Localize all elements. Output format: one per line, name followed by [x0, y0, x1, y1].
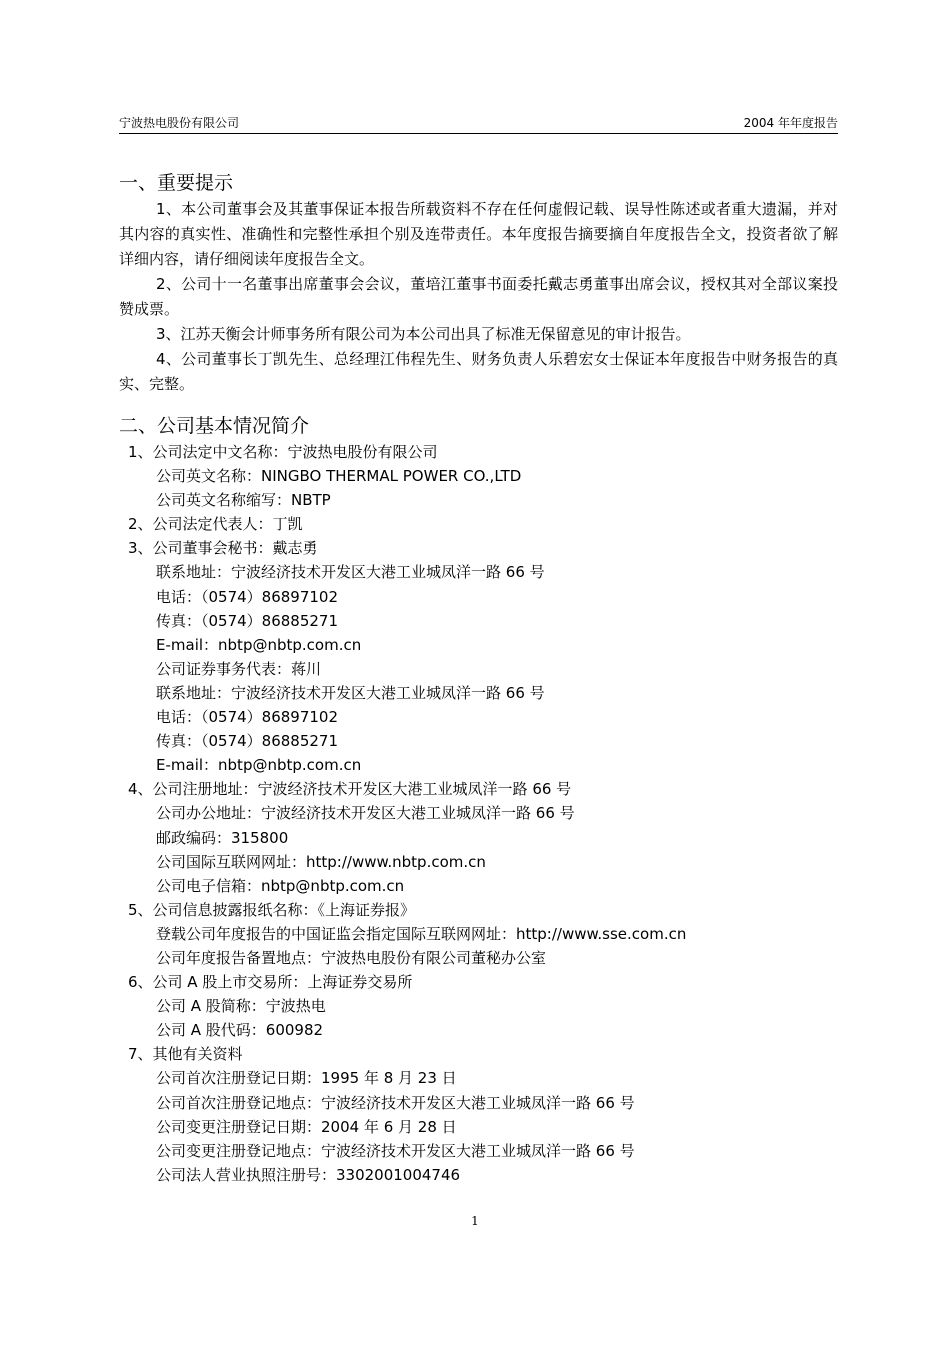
page-header — [119, 113, 838, 134]
section-title-important-notice: 一、重要提示 — [119, 172, 234, 194]
profile-line: 公司英文名称缩写：NBTP — [156, 491, 331, 510]
profile-line: 1、公司法定中文名称：宁波热电股份有限公司 — [128, 443, 438, 461]
profile-line: 联系地址：宁波经济技术开发区大港工业城凤洋一路 66 号 — [156, 683, 545, 702]
notice-paragraph: 2、公司十一名董事出席董事会会议，董培江董事书面委托戴志勇董事出席会议，授权其对全部议案投赞成票。 — [119, 275, 838, 318]
profile-line: 联系地址：宁波经济技术开发区大港工业城凤洋一路 66 号 — [156, 563, 545, 582]
profile-line: 5、公司信息披露报纸名称：《上海证券报》 — [128, 900, 416, 919]
profile-line: 公司变更注册登记地点：宁波经济技术开发区大港工业城凤洋一路 66 号 — [156, 1141, 635, 1160]
notice-paragraph: 1、本公司董事会及其董事保证本报告所载资料不存在任何虚假记载、误导性陈述或者重大遗漏，并对其内容的真实性、准确性和完整性承担个别及连带责任。本年度报告摘要摘自年度报告全文，投资者欲了解详细内容，请仔细阅读年度报告全文。 — [119, 200, 838, 268]
profile-line: E-mail：nbtp@nbtp.com.cn — [156, 635, 362, 654]
profile-line: 传真：（0574）86885271 — [156, 732, 339, 751]
notice-paragraph: 4、公司董事长丁凯先生、总经理江伟程先生、财务负责人乐碧宏女士保证本年度报告中财务报告的真实、完整。 — [119, 350, 838, 393]
header-company: 宁波热电股份有限公司 — [119, 116, 240, 130]
profile-line: 公司电子信箱：nbtp@nbtp.com.cn — [156, 876, 405, 895]
profile-line: 公司 A 股代码：600982 — [156, 1021, 324, 1040]
profile-line: 3、公司董事会秘书：戴志勇 — [128, 539, 318, 558]
section-title-company-profile: 二、公司基本情况简介 — [119, 415, 310, 437]
profile-line: 2、公司法定代表人：丁凯 — [128, 515, 303, 534]
profile-line: 公司 A 股简称：宁波热电 — [156, 997, 326, 1016]
profile-line: E-mail：nbtp@nbtp.com.cn — [156, 756, 362, 775]
profile-line: 登载公司年度报告的中国证监会指定国际互联网网址：http://www.sse.com.cn — [156, 924, 687, 943]
profile-line: 公司首次注册登记日期：1995 年 8 月 23 日 — [156, 1069, 457, 1088]
profile-line: 公司变更注册登记日期：2004 年 6 月 28 日 — [156, 1117, 457, 1136]
profile-line: 公司办公地址：宁波经济技术开发区大港工业城凤洋一路 66 号 — [156, 804, 575, 823]
profile-line: 电话：（0574）86897102 — [156, 587, 339, 606]
document-body — [119, 169, 838, 1187]
profile-line: 公司首次注册登记地点：宁波经济技术开发区大港工业城凤洋一路 66 号 — [156, 1093, 635, 1112]
profile-line: 4、公司注册地址：宁波经济技术开发区大港工业城凤洋一路 66 号 — [128, 780, 572, 799]
profile-line: 6、公司 A 股上市交易所：上海证券交易所 — [128, 973, 413, 992]
profile-line: 公司年度报告备置地点：宁波热电股份有限公司董秘办公室 — [156, 948, 547, 967]
profile-line: 电话：（0574）86897102 — [156, 708, 339, 727]
page-number: 1 — [471, 1214, 479, 1228]
profile-line: 邮政编码：315800 — [156, 828, 289, 847]
profile-line: 公司国际互联网网址：http://www.nbtp.com.cn — [156, 852, 486, 871]
profile-line: 公司英文名称：NINGBO THERMAL POWER CO.,LTD — [156, 467, 522, 486]
profile-line: 公司证券事务代表：蒋川 — [156, 659, 322, 678]
profile-line: 7、其他有关资料 — [128, 1045, 243, 1064]
profile-line: 公司法人营业执照注册号：3302001004746 — [156, 1165, 461, 1184]
profile-line: 传真：（0574）86885271 — [156, 611, 339, 630]
notice-paragraph: 3、江苏天衡会计师事务所有限公司为本公司出具了标准无保留意见的审计报告。 — [156, 325, 691, 343]
header-report-title: 2004 年年度报告 — [743, 116, 838, 130]
